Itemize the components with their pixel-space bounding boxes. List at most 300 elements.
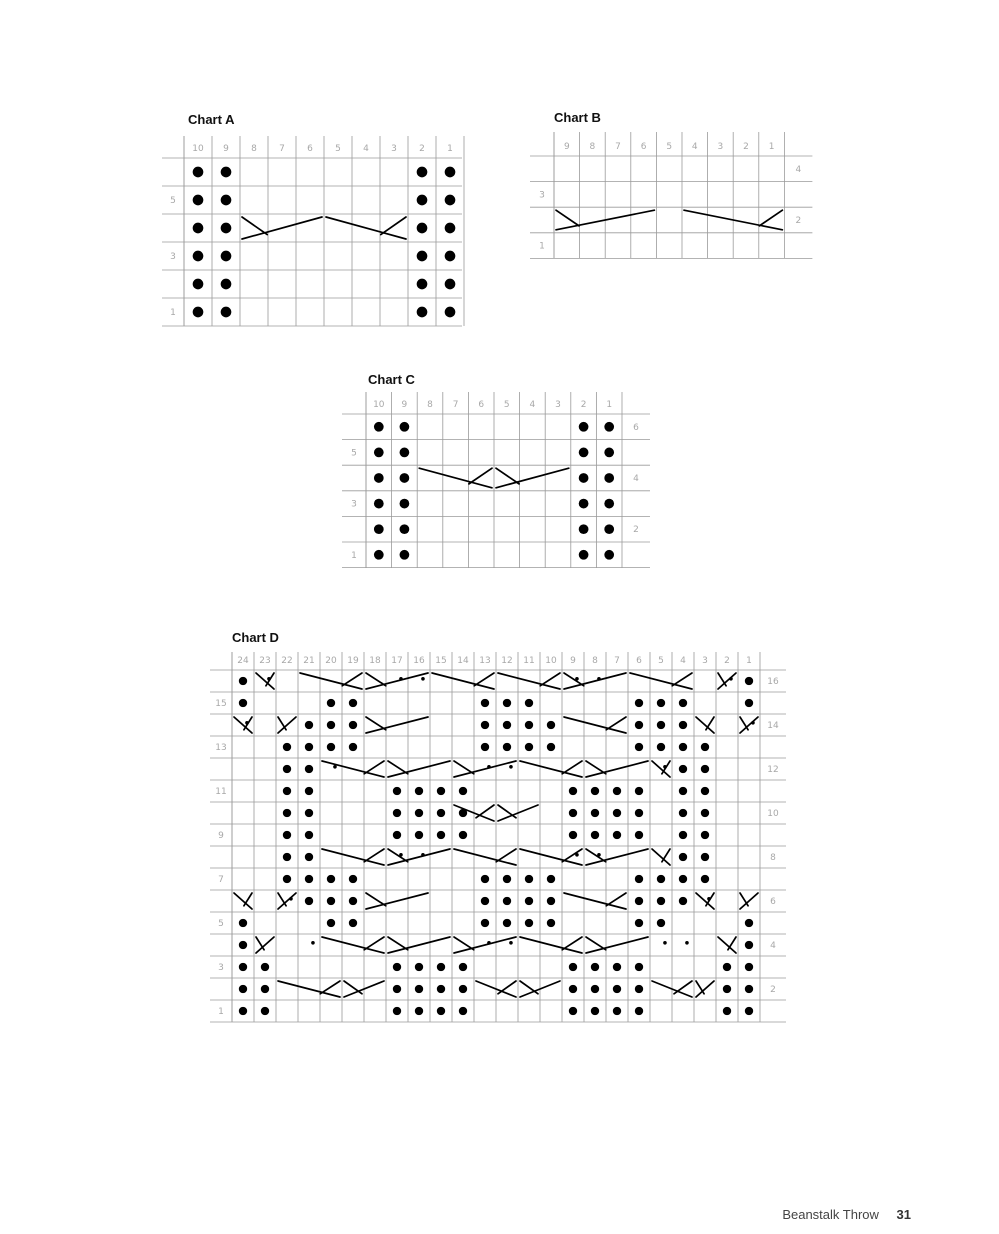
col-label: 4 <box>680 656 686 666</box>
purl-stitch <box>417 195 428 206</box>
purl-stitch <box>525 699 533 707</box>
row-label-left: 3 <box>170 252 176 262</box>
purl-stitch <box>547 875 555 883</box>
purl-stitch <box>679 721 687 729</box>
cable-long-stroke <box>300 673 362 689</box>
row-label-right: 14 <box>767 721 779 731</box>
cable-cross <box>696 717 714 733</box>
row-label-right: 10 <box>767 809 779 819</box>
purl-stitch <box>445 251 456 262</box>
purl-stitch <box>591 1007 599 1015</box>
purl-stitch <box>604 422 614 432</box>
cable-short-stroke <box>496 468 519 484</box>
purl-stitch <box>349 721 357 729</box>
purl-stitch <box>745 919 753 927</box>
purl-stitch <box>193 251 204 262</box>
purl-stitch <box>459 831 467 839</box>
row-label-left: 13 <box>215 743 227 753</box>
cable-short-stroke <box>388 849 408 862</box>
purl-stitch <box>193 279 204 290</box>
cable-short-stroke <box>454 761 474 774</box>
chart-a-title: Chart A <box>188 112 235 127</box>
purl-stitch <box>701 809 709 817</box>
cable-cross <box>388 849 450 865</box>
chart-a-grid <box>162 136 462 328</box>
purl-stitch <box>604 550 614 560</box>
row-label-right: 8 <box>770 853 776 863</box>
grid-lines <box>210 652 786 1022</box>
purl-stitch <box>481 875 489 883</box>
cable-cross <box>696 981 714 997</box>
purl-stitch <box>635 743 643 751</box>
cable-short-stroke <box>244 717 252 730</box>
purl-stitch <box>349 743 357 751</box>
cable-short-stroke <box>520 981 538 994</box>
purl-stitch <box>445 167 456 178</box>
purl-stitch <box>283 765 291 773</box>
purl-stitch <box>445 307 456 318</box>
purl-stitch <box>635 985 643 993</box>
purl-stitch <box>569 985 577 993</box>
purl-stitch <box>635 831 643 839</box>
cable-cross <box>586 937 648 953</box>
purl-stitch <box>635 963 643 971</box>
row-label-right: 4 <box>770 941 776 951</box>
row-label-left: 7 <box>218 875 224 885</box>
grid-lines <box>342 392 650 568</box>
purl-stitch <box>635 809 643 817</box>
purl-stitch <box>393 831 401 839</box>
purl-stitch <box>579 550 589 560</box>
purl-stitch <box>679 699 687 707</box>
cable-short-stroke <box>540 673 560 686</box>
cable-cross <box>322 849 384 865</box>
cable-cross <box>586 761 648 777</box>
row-label-right: 2 <box>633 525 639 536</box>
cable-long-stroke <box>498 673 560 689</box>
cable-short-stroke <box>266 673 274 686</box>
purl-stitch <box>657 743 665 751</box>
cable-short-stroke <box>706 893 714 906</box>
purl-stitch <box>393 1007 401 1015</box>
cable-long-stroke <box>322 849 384 865</box>
cable-long-stroke <box>366 717 428 733</box>
purl-stitch <box>723 985 731 993</box>
row-label-right: 16 <box>767 677 779 687</box>
purl-stitch <box>327 699 335 707</box>
purl-stitch <box>579 524 589 534</box>
col-label: 7 <box>615 141 621 152</box>
purl-stitch <box>445 195 456 206</box>
purl-stitch <box>579 499 589 509</box>
cable-cross <box>496 468 569 488</box>
purl-stitch <box>349 897 357 905</box>
purl-stitch <box>400 550 410 560</box>
purl-stitch <box>503 897 511 905</box>
row-label-right: 4 <box>633 473 639 484</box>
col-label: 19 <box>347 656 359 666</box>
purl-stitch <box>723 963 731 971</box>
purl-stitch <box>400 499 410 509</box>
cable-short-stroke <box>718 673 726 686</box>
purl-stitch <box>283 809 291 817</box>
cable-cross <box>718 937 736 953</box>
col-label: 9 <box>223 144 229 154</box>
purl-stitch <box>569 787 577 795</box>
col-label: 7 <box>614 656 620 666</box>
cable-short-stroke <box>344 981 362 994</box>
purl-stitch <box>239 919 247 927</box>
chart-d-title: Chart D <box>232 630 279 645</box>
purl-stitch <box>613 809 621 817</box>
purl-stitch <box>503 721 511 729</box>
purl-stitch <box>657 919 665 927</box>
cable-cross <box>234 893 252 909</box>
cable-short-stroke <box>728 937 736 950</box>
row-label-left: 3 <box>539 190 545 201</box>
col-label: 1 <box>746 656 752 666</box>
cable-cross <box>366 673 428 689</box>
purl-stitch <box>679 765 687 773</box>
purl-stitch <box>745 677 753 685</box>
col-label: 6 <box>636 656 642 666</box>
purl-stitch <box>657 699 665 707</box>
cable-long-stroke <box>520 761 582 777</box>
purl-stitch <box>613 985 621 993</box>
purl-stitch <box>393 985 401 993</box>
purl-stitch <box>415 831 423 839</box>
row-label-left: 1 <box>218 1007 224 1017</box>
col-label: 2 <box>724 656 730 666</box>
purl-stitch <box>701 787 709 795</box>
purl-stitch <box>221 251 232 262</box>
purl-stitch <box>393 963 401 971</box>
chart-c-grid <box>342 392 650 570</box>
cable-short-stroke <box>388 761 408 774</box>
col-label: 1 <box>447 144 453 154</box>
cable-short-stroke <box>498 805 516 818</box>
cable-long-stroke <box>388 937 450 953</box>
col-label: 15 <box>435 656 447 666</box>
row-label-left: 1 <box>351 550 357 561</box>
cable-long-stroke <box>564 893 626 909</box>
purl-stitch <box>679 831 687 839</box>
purl-stitch <box>221 307 232 318</box>
row-label-right: 6 <box>770 897 776 907</box>
col-label: 4 <box>363 144 369 154</box>
purl-stitch <box>547 897 555 905</box>
col-label: 7 <box>279 144 285 154</box>
cable-cross <box>520 937 582 953</box>
cable-short-stroke <box>706 717 714 730</box>
purl-stitch <box>417 167 428 178</box>
purl-stitch <box>579 473 589 483</box>
cable-cross <box>366 717 428 733</box>
purl-stitch <box>569 831 577 839</box>
purl-stitch <box>349 699 357 707</box>
purl-stitch <box>481 897 489 905</box>
cable-cross <box>652 849 670 865</box>
cable-cross <box>278 981 340 997</box>
cable-long-stroke <box>696 717 714 733</box>
cable-short-stroke <box>364 761 384 774</box>
cable-short-stroke <box>342 673 362 686</box>
cable-long-stroke <box>388 761 450 777</box>
cable-long-stroke <box>278 717 296 733</box>
cable-long-stroke <box>278 893 296 909</box>
cable-cross <box>520 761 582 777</box>
cable-short-stroke <box>674 981 692 994</box>
col-label: 8 <box>592 656 598 666</box>
cable-long-stroke <box>520 937 582 953</box>
purl-stitch <box>547 721 555 729</box>
cable-cross <box>740 717 758 733</box>
cable-cross <box>234 717 252 733</box>
purl-stitch <box>701 743 709 751</box>
col-label: 24 <box>237 656 249 666</box>
purl-stitch <box>525 897 533 905</box>
cable-long-stroke <box>454 761 516 777</box>
cable-long-stroke <box>718 673 736 689</box>
purl-stitch <box>221 195 232 206</box>
purl-stitch <box>374 524 384 534</box>
purl-stitch <box>591 985 599 993</box>
purl-stitch <box>349 919 357 927</box>
purl-stitch <box>400 473 410 483</box>
row-label-left: 15 <box>215 699 227 709</box>
chart-d-grid <box>210 652 786 1024</box>
cable-long-stroke <box>419 468 492 488</box>
cable-cross <box>326 217 406 239</box>
col-label: 2 <box>580 399 587 410</box>
cable-long-stroke <box>630 673 692 689</box>
col-label: 1 <box>606 399 613 410</box>
purl-stitch <box>635 875 643 883</box>
purl-stitch <box>481 721 489 729</box>
row-label-right: 4 <box>795 164 802 175</box>
cable-cross <box>300 673 362 689</box>
cable-long-stroke <box>496 468 569 488</box>
purl-stitch <box>657 721 665 729</box>
cable-cross <box>498 673 560 689</box>
row-label-right: 2 <box>795 215 802 226</box>
cable-long-stroke <box>278 981 340 997</box>
purl-stitch <box>613 787 621 795</box>
small-purl-dot <box>509 765 513 769</box>
row-label-left: 1 <box>539 241 545 252</box>
col-label: 13 <box>479 656 491 666</box>
purl-stitch <box>283 853 291 861</box>
cable-long-stroke <box>322 761 384 777</box>
purl-stitch <box>481 919 489 927</box>
purl-stitch <box>613 1007 621 1015</box>
col-label: 16 <box>413 656 425 666</box>
purl-stitch <box>701 831 709 839</box>
purl-stitch <box>503 875 511 883</box>
col-label: 7 <box>452 399 459 410</box>
purl-stitch <box>547 743 555 751</box>
col-label: 8 <box>589 141 596 152</box>
purl-stitch <box>547 919 555 927</box>
purl-stitch <box>745 985 753 993</box>
cable-cross <box>242 217 322 239</box>
row-label-left: 11 <box>215 787 227 797</box>
col-label: 2 <box>743 141 749 152</box>
purl-stitch <box>221 279 232 290</box>
purl-stitch <box>327 897 335 905</box>
purl-stitch <box>635 897 643 905</box>
purl-stitch <box>701 875 709 883</box>
cable-cross <box>718 673 736 689</box>
cable-short-stroke <box>364 849 384 862</box>
purl-stitch <box>283 743 291 751</box>
cable-long-stroke <box>586 761 648 777</box>
purl-stitch <box>569 809 577 817</box>
purl-stitch <box>221 223 232 234</box>
cable-cross <box>419 468 492 488</box>
purl-stitch <box>481 743 489 751</box>
col-label: 21 <box>303 656 315 666</box>
purl-stitch <box>679 897 687 905</box>
purl-stitch <box>591 787 599 795</box>
purl-stitch <box>415 963 423 971</box>
cable-cross <box>278 893 296 909</box>
cable-short-stroke <box>562 761 582 774</box>
cable-short-stroke <box>496 849 516 862</box>
col-label: 3 <box>702 656 708 666</box>
purl-stitch <box>745 1007 753 1015</box>
purl-stitch <box>261 1007 269 1015</box>
purl-stitch <box>239 699 247 707</box>
purl-stitch <box>221 167 232 178</box>
row-label-right: 12 <box>767 765 779 775</box>
purl-stitch <box>437 809 445 817</box>
cable-short-stroke <box>278 717 286 730</box>
purl-stitch <box>569 963 577 971</box>
purl-stitch <box>283 831 291 839</box>
cable-long-stroke <box>586 849 648 865</box>
cable-long-stroke <box>256 673 274 689</box>
row-label-left: 5 <box>218 919 224 929</box>
purl-stitch <box>305 743 313 751</box>
col-label: 8 <box>427 399 433 410</box>
col-label: 10 <box>373 399 385 410</box>
purl-stitch <box>701 765 709 773</box>
cable-cross <box>454 937 516 953</box>
cable-long-stroke <box>696 893 714 909</box>
purl-stitch <box>193 223 204 234</box>
col-label: 4 <box>691 141 698 152</box>
purl-stitch <box>374 499 384 509</box>
cable-short-stroke <box>662 761 670 774</box>
col-label: 3 <box>555 399 561 410</box>
purl-stitch <box>745 699 753 707</box>
row-label-left: 3 <box>218 963 224 973</box>
cable-long-stroke <box>718 937 736 953</box>
cable-short-stroke <box>381 217 406 235</box>
small-purl-dot <box>685 941 689 945</box>
page-number: 31 <box>896 1207 911 1222</box>
purl-stitch <box>723 1007 731 1015</box>
purl-stitch <box>679 787 687 795</box>
purl-stitch <box>374 550 384 560</box>
purl-stitch <box>239 677 247 685</box>
purl-stitch <box>415 809 423 817</box>
purl-stitch <box>679 743 687 751</box>
cable-long-stroke <box>696 981 714 997</box>
cable-cross <box>366 893 428 909</box>
purl-stitch <box>679 875 687 883</box>
purl-stitch <box>635 699 643 707</box>
purl-stitch <box>305 875 313 883</box>
cable-cross <box>454 849 516 865</box>
purl-stitch <box>305 809 313 817</box>
purl-stitch <box>193 307 204 318</box>
purl-stitch <box>591 831 599 839</box>
purl-stitch <box>193 167 204 178</box>
col-label: 6 <box>307 144 313 154</box>
purl-stitch <box>239 963 247 971</box>
cable-short-stroke <box>586 761 606 774</box>
cable-short-stroke <box>244 893 252 906</box>
purl-stitch <box>481 699 489 707</box>
cable-long-stroke <box>242 217 322 239</box>
purl-stitch <box>579 422 589 432</box>
cable-short-stroke <box>476 805 494 818</box>
row-label-right: 2 <box>770 985 776 995</box>
purl-stitch <box>415 1007 423 1015</box>
small-purl-dot <box>509 941 513 945</box>
purl-stitch <box>604 524 614 534</box>
purl-stitch <box>569 1007 577 1015</box>
cable-short-stroke <box>586 937 606 950</box>
col-label: 22 <box>281 656 293 666</box>
small-purl-dot <box>421 677 425 681</box>
purl-stitch <box>445 223 456 234</box>
cable-long-stroke <box>234 717 252 733</box>
col-label: 9 <box>401 399 408 410</box>
cable-cross <box>520 849 582 865</box>
cable-short-stroke <box>498 981 516 994</box>
cable-long-stroke <box>740 893 758 909</box>
purl-stitch <box>374 448 384 458</box>
cable-short-stroke <box>564 673 584 686</box>
cable-cross <box>256 673 274 689</box>
col-label: 1 <box>768 141 775 152</box>
small-purl-dot <box>663 941 667 945</box>
col-label: 20 <box>325 656 337 666</box>
purl-stitch <box>239 941 247 949</box>
purl-stitch <box>305 787 313 795</box>
cable-long-stroke <box>256 937 274 953</box>
cable-cross <box>454 761 516 777</box>
purl-stitch <box>657 897 665 905</box>
purl-stitch <box>437 963 445 971</box>
row-label-right: 6 <box>633 422 639 433</box>
purl-stitch <box>525 919 533 927</box>
purl-stitch <box>327 721 335 729</box>
purl-stitch <box>459 963 467 971</box>
cable-long-stroke <box>388 849 450 865</box>
cable-long-stroke <box>586 937 648 953</box>
cable-long-stroke <box>322 937 384 953</box>
cable-short-stroke <box>672 673 692 686</box>
page-footer <box>782 1207 911 1222</box>
purl-stitch <box>437 985 445 993</box>
cable-cross <box>256 937 274 953</box>
cable-long-stroke <box>366 893 428 909</box>
cable-long-stroke <box>564 717 626 733</box>
